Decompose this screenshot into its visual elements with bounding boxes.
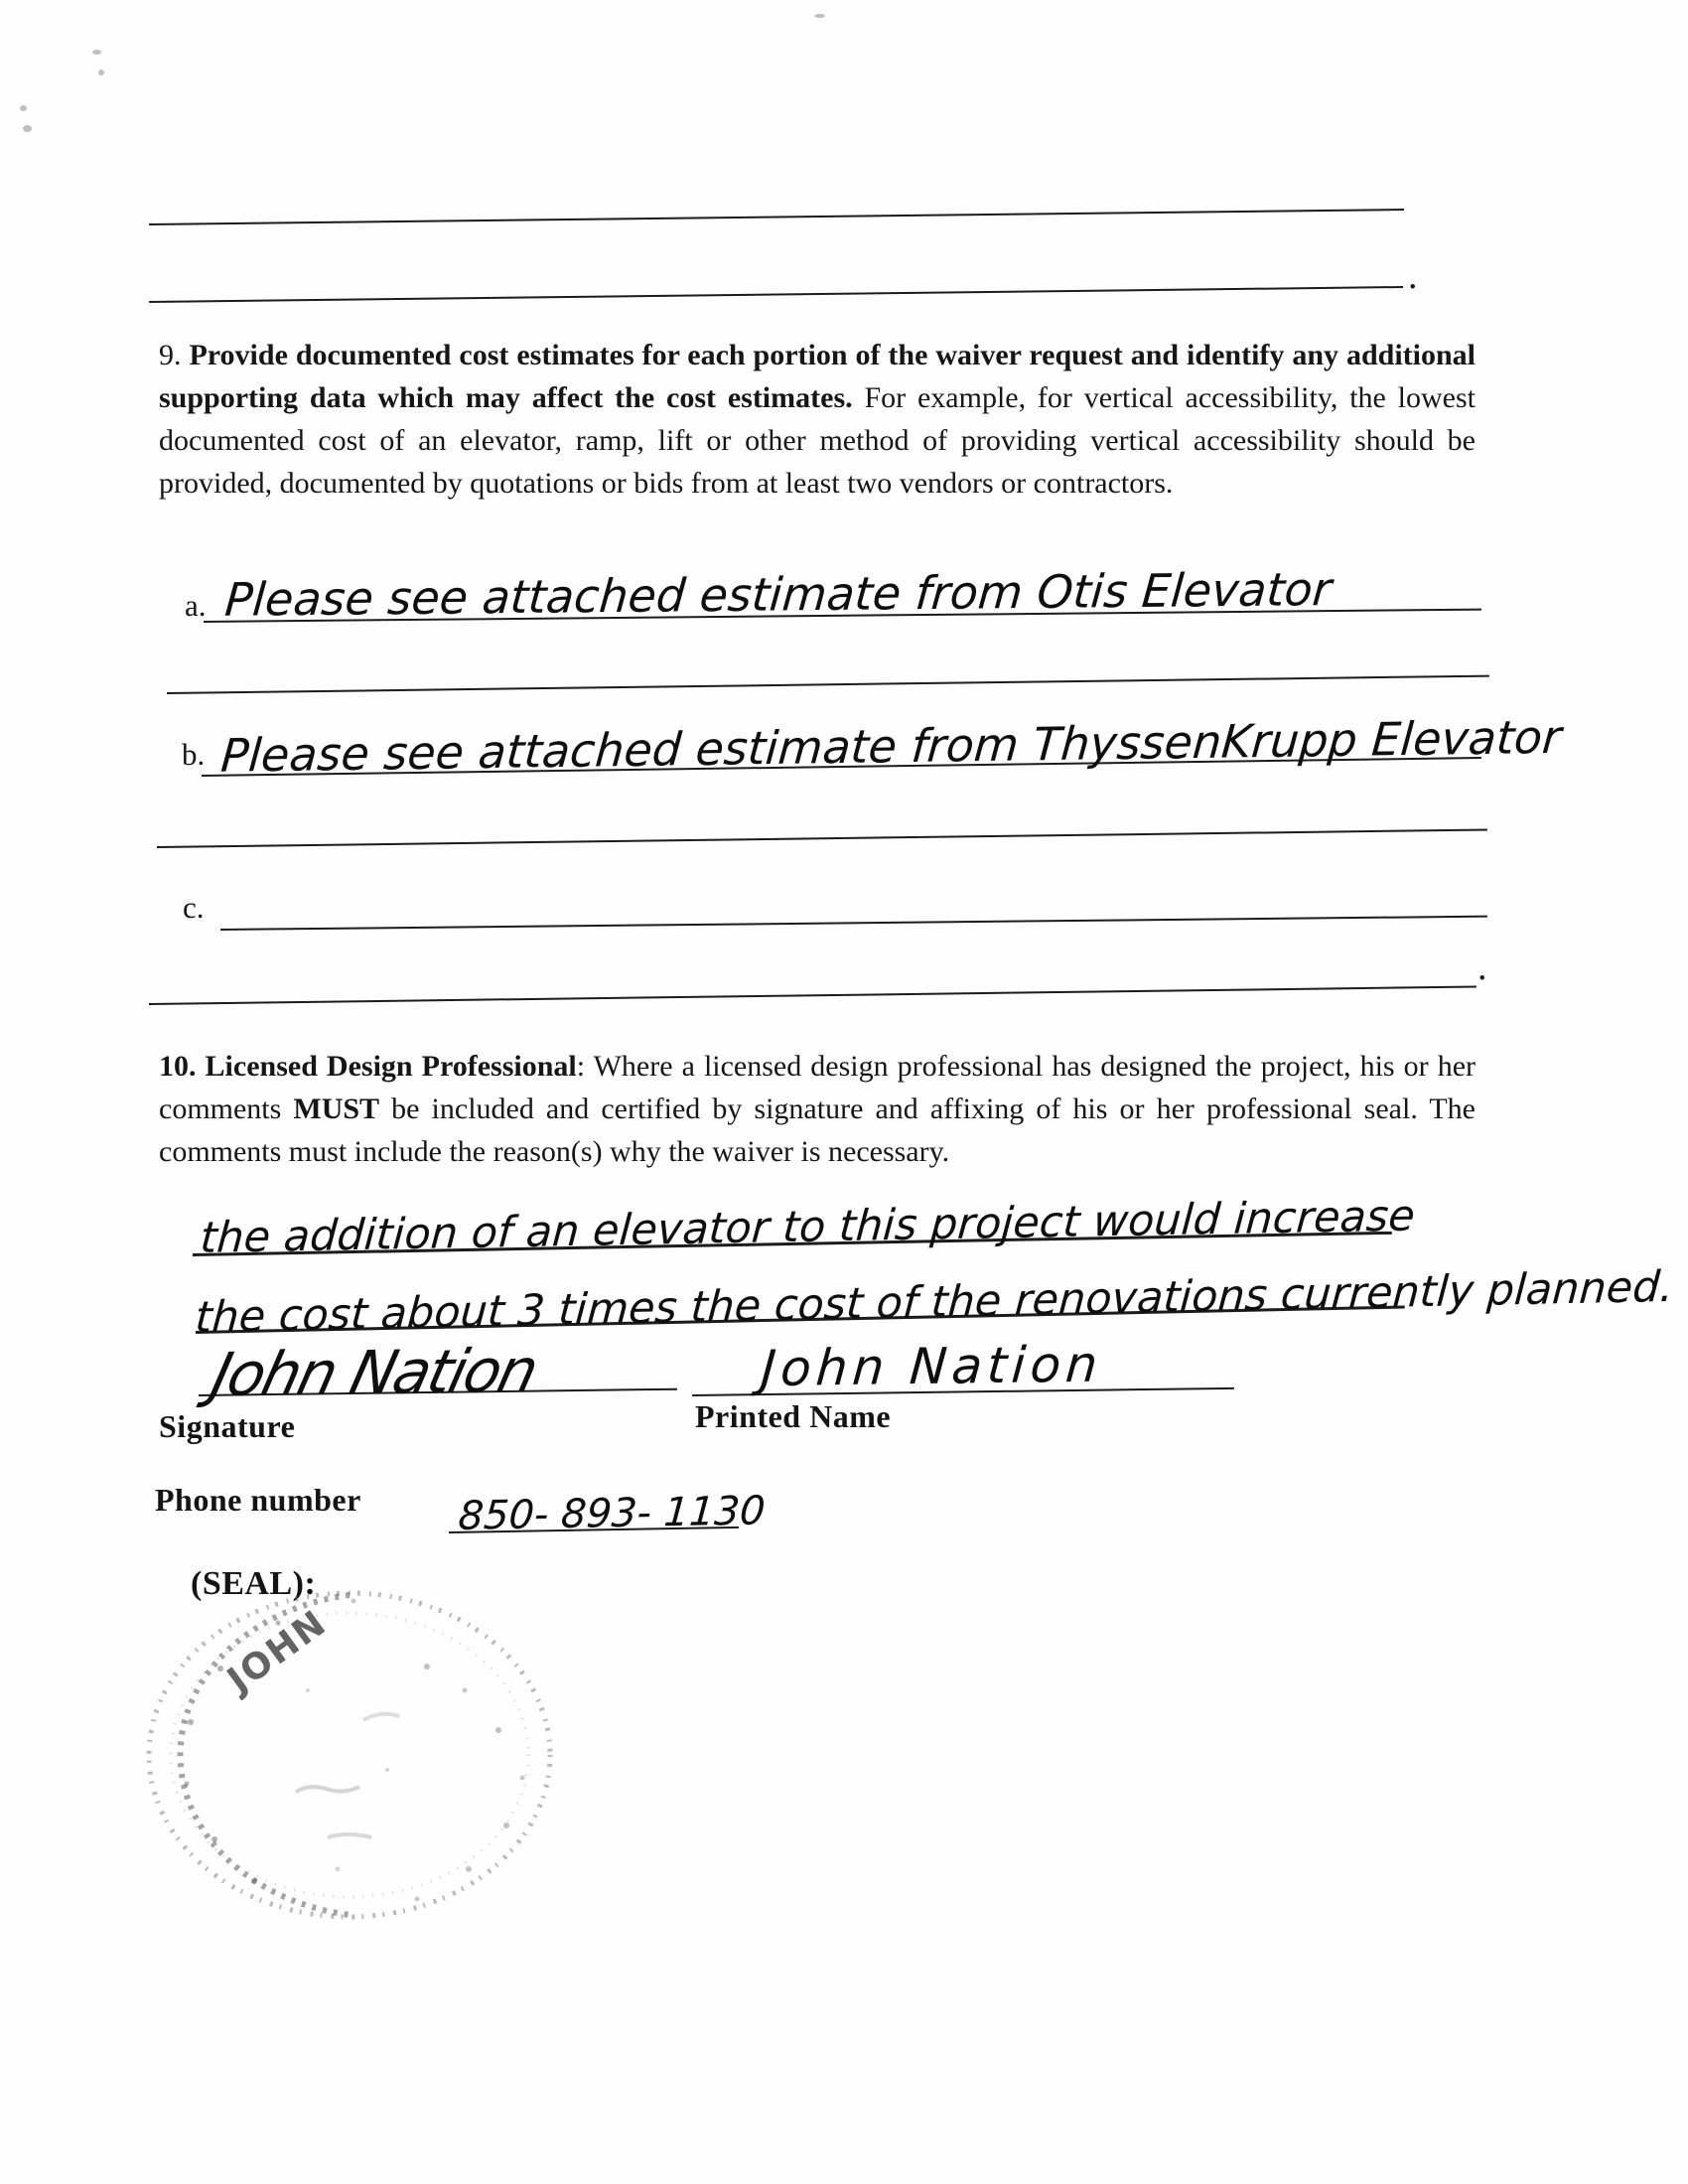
phone-number-line [448,1463,768,1539]
phone-number-handwriting: 850- 893- 1130 [457,1488,768,1539]
signature-label: Signature [159,1408,296,1444]
section9-number: 9. [159,339,190,371]
seal-stamp [129,1571,571,1934]
scan-speck [98,70,104,75]
comment-handwriting-2: the cost about 3 times the cost of the renovations currently planned. [194,1261,1675,1344]
answer-b-handwriting: Please see attached estimate from ThyssenKrupp Elevator [218,709,1564,783]
section10-paragraph [159,1045,1476,1173]
section9-normal-text: For example, for vertical accessibility, the lowest documented cost of an elevator, ramp, lift or other method of providing vertical accessibility should be provided, documented by quotations or bids from at least two vendors or contractors. [159,381,1477,500]
signature-line [198,1303,677,1410]
answer-a-handwriting: Please see attached estimate from Otis Elevator [222,562,1334,627]
signature-handwriting: John Nation [205,1336,544,1410]
phone-number-label: Phone number [155,1482,361,1518]
answer-a-label: a. [185,588,207,623]
section9-bold-text: Provide documented cost estimates for each portion of the waiver request and identify any additional supporting data which may affect the cost estimates. [159,339,1477,414]
answer-b-label: b. [182,737,206,772]
answer-b-line [201,689,1564,783]
printed-name-handwriting: John Nation [759,1335,1105,1398]
blank-ruled-line [149,286,1403,303]
blank-ruled-line [149,985,1477,1005]
trailing-period: . [1477,946,1487,988]
scan-speck [23,125,32,132]
answer-a-line [203,544,1481,627]
scan-speck [20,105,27,111]
printed-name-line [691,1316,1234,1396]
section10-bold-lead: 10. Licensed Design Professional [159,1050,577,1083]
section9-paragraph [159,334,1476,505]
scan-speck [92,50,101,55]
seal-stamp-text: JOHN [219,1602,335,1701]
section10-bold-must: MUST [293,1092,380,1125]
blank-ruled-line [157,828,1487,848]
answer-c-label: c. [183,890,205,925]
comment-handwriting-1: the addition of an elevator to this project would increase [198,1191,1417,1263]
section10-tail-text: be included and certified by signature and affixing of his or her professional seal. The comments must include the reason(s) why the waiver is necessary. [159,1092,1476,1168]
seal-label: (SEAL): [191,1565,317,1602]
blank-ruled-line [149,209,1404,225]
scan-speck [814,14,825,18]
section10-mid-text: : Where a licensed design professional has designed the project, his or her comments [159,1050,1476,1125]
trailing-period: . [1408,255,1418,297]
answer-c-line [219,861,1487,931]
printed-name-label: Printed Name [695,1398,892,1434]
